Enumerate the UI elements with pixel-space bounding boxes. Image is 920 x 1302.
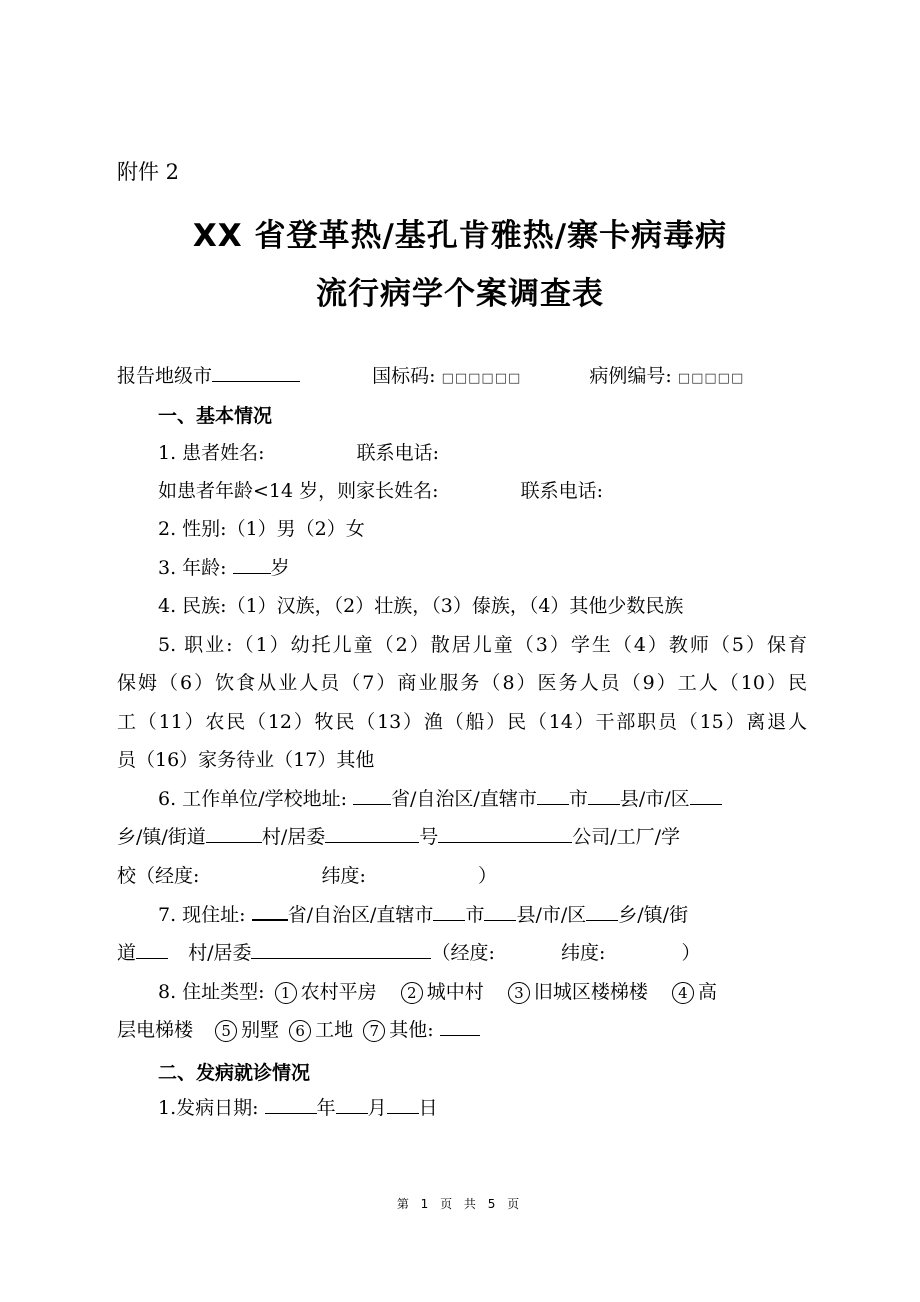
- page-footer: 第 1 页 共 5 页: [396, 1197, 524, 1211]
- sex-label: 2. 性别:: [158, 518, 227, 540]
- other-residence-field[interactable]: [440, 1017, 480, 1036]
- latitude-label: 纬度:: [560, 942, 606, 964]
- age-unit: 岁: [270, 557, 290, 579]
- latitude-label: 纬度:: [321, 865, 366, 887]
- option-old-stairs-building[interactable]: 旧城区楼梯楼: [533, 981, 648, 1003]
- current-city-field[interactable]: [433, 902, 465, 921]
- document-title: XX 省登革热/基孔肯雅热/寨卡病毒病: [192, 218, 728, 254]
- option-4-circle-icon[interactable]: 4: [672, 982, 694, 1004]
- option-7-circle-icon[interactable]: 7: [363, 1020, 385, 1042]
- work-village-field[interactable]: [206, 824, 262, 843]
- report-city-field[interactable]: [212, 363, 300, 382]
- ethnicity-options[interactable]: （1）汉族，（2）壮族，（3）傣族，（4）其他少数民族: [226, 595, 684, 617]
- work-address-label: 6. 工作单位/学校地址:: [158, 788, 347, 810]
- option-highrise-part1[interactable]: 高: [697, 981, 717, 1003]
- option-urban-village[interactable]: 城中村: [426, 981, 484, 1003]
- year-label: 年: [316, 1097, 336, 1119]
- report-city-label: 报告地级市: [117, 365, 213, 387]
- province-label: 省/自治区/直辖市: [287, 904, 434, 926]
- work-company-field[interactable]: [438, 824, 572, 843]
- province-label: 省/自治区/直辖市: [391, 788, 537, 810]
- ethnicity-label: 4. 民族:: [158, 595, 227, 617]
- option-highrise-part2[interactable]: 层电梯楼: [117, 1019, 194, 1041]
- company-label: 公司/工厂/学: [572, 826, 681, 848]
- onset-month-field[interactable]: [336, 1095, 368, 1114]
- current-detail-field[interactable]: [251, 940, 431, 959]
- q6-work-address-line2: [117, 818, 807, 857]
- option-other[interactable]: 其他:: [389, 1019, 434, 1041]
- close-paren: ）: [478, 865, 498, 887]
- current-county-field[interactable]: [484, 902, 516, 921]
- patient-phone-label: 联系电话:: [356, 442, 440, 464]
- option-1-circle-icon[interactable]: 1: [275, 982, 297, 1004]
- q8-residence-type-line2: [117, 1011, 807, 1050]
- q8-residence-type-line1: [158, 973, 717, 1012]
- option-5-circle-icon[interactable]: 5: [215, 1020, 237, 1042]
- option-construction-site[interactable]: 工地: [315, 1019, 354, 1041]
- guardian-phone-label: 联系电话:: [520, 480, 604, 502]
- q5-occupation-line3[interactable]: 工（11）农民（12）牧民（13）渔（船）民（14）干部职员（15）离退人: [117, 711, 807, 733]
- gb-code-label: 国标码:: [372, 365, 436, 387]
- q5-occupation-line4[interactable]: 员（16）家务待业（17）其他: [117, 749, 375, 771]
- option-3-circle-icon[interactable]: 3: [508, 982, 530, 1004]
- q5-occupation-line2[interactable]: 保姆（6）饮食从业人员（7）商业服务（8）医务人员（9）工人（10）民: [117, 672, 807, 694]
- q1b-guardian: [158, 472, 603, 511]
- q2-sex: [158, 510, 365, 549]
- option-villa[interactable]: 别墅: [241, 1019, 280, 1041]
- gb-code-boxes[interactable]: □□□□□□: [441, 371, 522, 386]
- patient-name-label: 1. 患者姓名:: [158, 442, 265, 464]
- work-province-field[interactable]: [353, 786, 391, 805]
- sex-options[interactable]: （1）男（2）女: [226, 518, 365, 540]
- q3-age: [158, 549, 290, 588]
- work-county-field[interactable]: [588, 786, 620, 805]
- onset-day-field[interactable]: [387, 1095, 419, 1114]
- city-label: 市: [465, 904, 485, 926]
- county-label: 县/市/区: [619, 788, 690, 810]
- current-province-field[interactable]: [252, 901, 288, 921]
- residence-type-label: 8. 住址类型:: [158, 981, 265, 1003]
- option-6-circle-icon[interactable]: 6: [289, 1020, 311, 1042]
- q7-current-address-line2: [117, 934, 807, 973]
- close-paren: ）: [681, 942, 701, 964]
- q7-current-address-line1: [158, 896, 688, 935]
- number-label: 号: [419, 826, 439, 848]
- case-number-boxes[interactable]: □□□□□: [677, 371, 745, 386]
- document-subtitle: 流行病学个案调查表: [316, 276, 604, 312]
- q6-work-address-line3: [117, 857, 807, 896]
- longitude-label: （经度:: [431, 942, 495, 964]
- county-label: 县/市/区: [516, 904, 587, 926]
- q4-ethnicity: [158, 587, 683, 626]
- section-onset-visit-heading: 二、发病就诊情况: [158, 1062, 311, 1084]
- current-town-field[interactable]: [586, 902, 618, 921]
- work-number-field[interactable]: [325, 824, 419, 843]
- town-label: 乡/镇/街道: [117, 826, 206, 848]
- work-town-field[interactable]: [690, 786, 722, 805]
- onset-date-label: 1.发病日期:: [158, 1097, 259, 1119]
- meta-row: [117, 357, 744, 399]
- current-village-field[interactable]: [136, 940, 168, 959]
- village-label: 村/居委: [188, 942, 252, 964]
- guardian-name-label: 如患者年龄<14 岁，则家长姓名:: [158, 480, 439, 502]
- onset-year-field[interactable]: [265, 1095, 317, 1114]
- option-2-circle-icon[interactable]: 2: [401, 982, 423, 1004]
- q5-occupation-line1[interactable]: 5. 职业:（1）幼托儿童（2）散居儿童（3）学生（4）教师（5）保育: [158, 634, 807, 656]
- q1-patient-name: [158, 434, 439, 473]
- q6-work-address-line1: [158, 780, 722, 819]
- longitude-label: 校（经度:: [117, 865, 200, 887]
- case-number-label: 病例编号:: [589, 365, 672, 387]
- day-label: 日: [418, 1097, 438, 1119]
- option-rural-house[interactable]: 农村平房: [300, 981, 377, 1003]
- town-label-tail: 道: [117, 942, 137, 964]
- city-label: 市: [568, 788, 588, 810]
- q1-onset-date: [158, 1089, 438, 1128]
- month-label: 月: [367, 1097, 387, 1119]
- age-field[interactable]: [233, 555, 271, 574]
- section-basic-info-heading: 一、基本情况: [158, 405, 273, 427]
- current-address-label: 7. 现住址:: [158, 904, 246, 926]
- work-city-field[interactable]: [537, 786, 569, 805]
- village-label: 村/居委: [261, 826, 326, 848]
- age-label: 3. 年龄:: [158, 557, 227, 579]
- town-label: 乡/镇/街: [618, 904, 689, 926]
- attachment-label: 附件 2: [117, 160, 180, 184]
